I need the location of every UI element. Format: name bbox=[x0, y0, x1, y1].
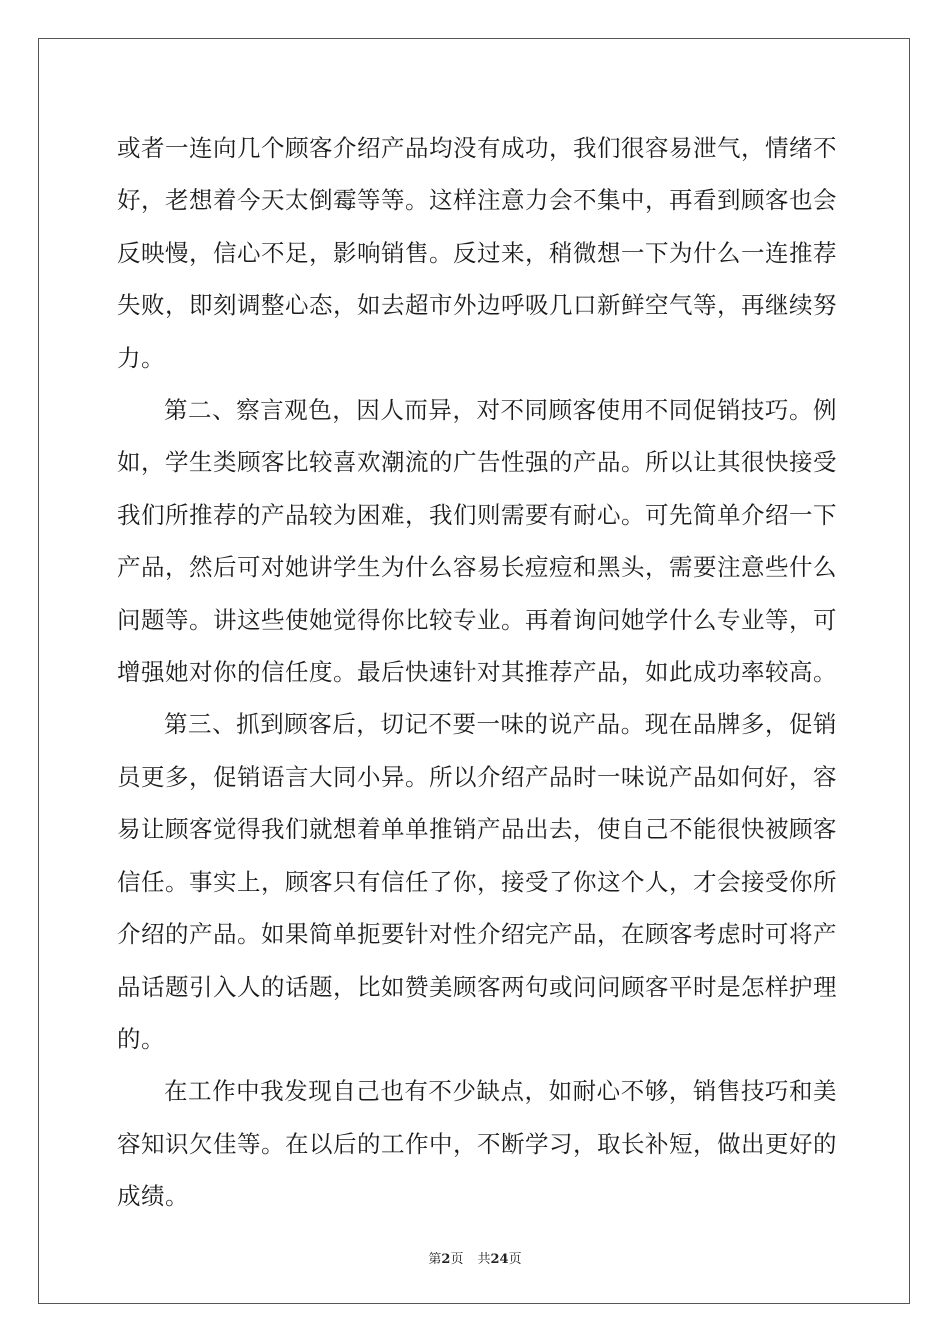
document-body bbox=[117, 122, 837, 1223]
page-footer bbox=[0, 1248, 950, 1267]
page-total-number: 24 bbox=[490, 1252, 509, 1267]
paragraph-2: 第二、察言观色，因人而异，对不同顾客使用不同促销技巧。例如，学生类顾客比较喜欢潮流的广告性强的产品。所以让其很快接受我们所推荐的产品较为困难，我们则需要有耐心。可先简单介绍一下产品，然后可对她讲学生为什么容易长痘痘和黑头，需要注意些什么问题等。讲这些使她觉得你比较专业。再着询问她学什么专业等，可增强她对你的信任度。最后快速针对其推荐产品，如此成功率较高。 bbox=[117, 396, 837, 687]
page-suffix: 页 bbox=[450, 1252, 464, 1267]
paragraph-1: 或者一连向几个顾客介绍产品均没有成功，我们很容易泄气，情绪不好，老想着今天太倒霉等等。这样注意力会不集中，再看到顾客也会反映慢，信心不足，影响销售。反过来，稍微想一下为什么一连推荐失败，即刻调整心态，如去超市外边呼吸几口新鲜空气等，再继续努力。 bbox=[117, 134, 837, 372]
paragraph-3: 第三、抓到顾客后，切记不要一味的说产品。现在品牌多，促销员更多，促销语言大同小异。所以介绍产品时一味说产品如何好，容易让顾客觉得我们就想着单单推销产品出去，使自己不能很快被顾客信任。事实上，顾客只有信任了你，接受了你这个人，才会接受你所介绍的产品。如果简单扼要针对性介绍完产品，在顾客考虑时可将产品话题引入人的话题，比如赞美顾客两句或问问顾客平时是怎样护理的。 bbox=[117, 710, 837, 1053]
paragraph-4: 在工作中我发现自己也有不少缺点，如耐心不够，销售技巧和美容知识欠佳等。在以后的工作中，不断学习，取长补短，做出更好的成绩。 bbox=[117, 1077, 837, 1211]
total-prefix: 共 bbox=[477, 1252, 491, 1267]
page-prefix: 第 bbox=[428, 1252, 442, 1267]
page-current-number: 2 bbox=[441, 1252, 451, 1267]
total-suffix: 页 bbox=[508, 1252, 522, 1267]
